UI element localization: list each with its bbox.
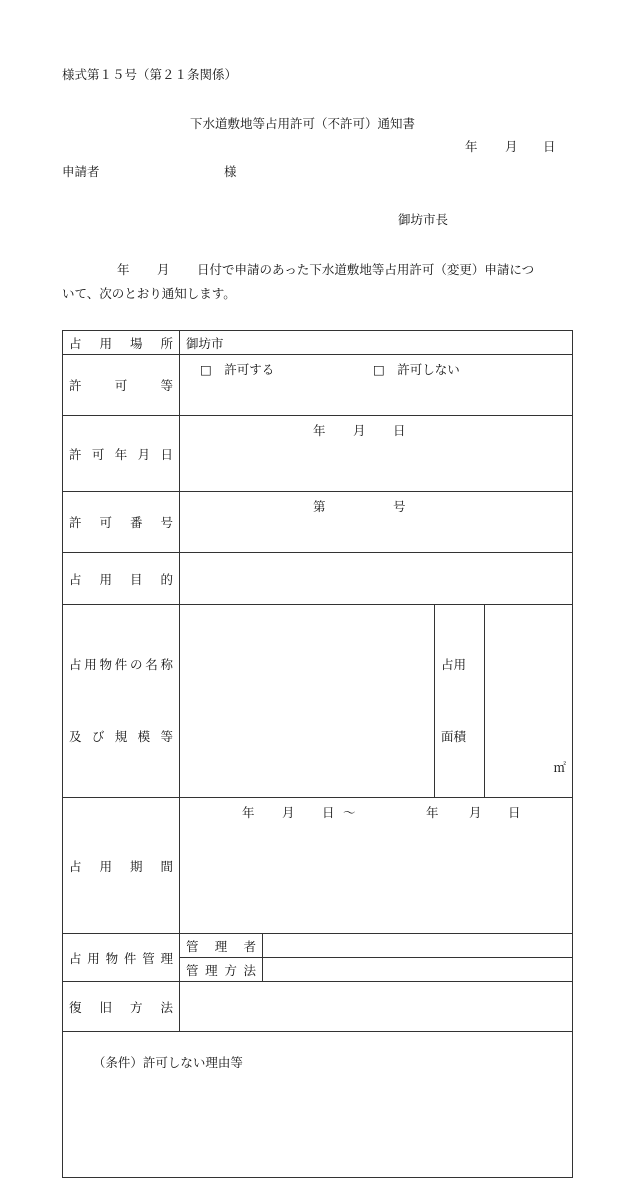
date-day: 日 [543, 139, 556, 154]
date-year: 年 [465, 139, 478, 154]
manager-label: 管 理 者 [180, 934, 263, 958]
permit-number-label: 許 可 番 号 [63, 492, 180, 553]
body-line2: いて、次のとおり通知します。 [62, 286, 236, 301]
permit-options [180, 355, 573, 416]
area-label: 占用 面積 [435, 605, 485, 798]
place-value: 御坊市 [180, 331, 573, 355]
period-month2: 月 [469, 805, 482, 820]
period-label: 占 用 期 間 [63, 798, 180, 934]
period-year2: 年 [426, 805, 439, 820]
period-value [180, 798, 573, 934]
permit-number-suffix: 号 [393, 499, 406, 514]
restoration-label: 復 旧 方 法 [63, 982, 180, 1032]
row-permit [63, 355, 573, 416]
period-day2: 日 [508, 805, 521, 820]
applicant-honorific: 様 [224, 164, 237, 179]
permit-number-value [180, 492, 573, 553]
method-label: 管理方法 [180, 958, 263, 982]
area-unit: ㎡ [553, 760, 567, 775]
permit-date-day: 日 [393, 423, 406, 438]
permit-table [62, 330, 573, 1178]
row-restoration [63, 982, 573, 1032]
manager-value[interactable] [263, 934, 573, 958]
row-conditions [63, 1032, 573, 1178]
restoration-value[interactable] [180, 982, 573, 1032]
conditions-label: （条件）許可しない理由等 [92, 1055, 243, 1070]
permit-yes-checkbox[interactable]: □ 許可する [200, 362, 275, 377]
document-title: 下水道敷地等占用許可（不許可）通知書 [190, 116, 416, 131]
row-manager [63, 934, 573, 958]
permit-date-value [180, 416, 573, 492]
row-purpose [63, 553, 573, 605]
period-month1: 月 [282, 805, 295, 820]
row-place [63, 331, 573, 355]
area-value[interactable] [485, 605, 573, 798]
applicant-label: 申請者 [62, 164, 100, 179]
permit-no-checkbox[interactable]: □ 許可しない [373, 362, 460, 377]
conditions-cell[interactable] [63, 1032, 573, 1178]
period-tilde: 〜 [343, 805, 356, 820]
body-month: 月 [157, 262, 170, 277]
row-period [63, 798, 573, 934]
body-line1-rest: 日付で申請のあった下水道敷地等占用許可（変更）申請につ [197, 262, 535, 277]
permit-date-year: 年 [313, 423, 326, 438]
permit-date-label: 許可年月日 [63, 416, 180, 492]
form-number: 様式第１５号（第２１条関係） [62, 67, 238, 82]
management-label: 占用物件管理 [63, 934, 180, 982]
row-object [63, 605, 573, 798]
object-value[interactable] [180, 605, 435, 798]
permit-label: 許 可 等 [63, 355, 180, 416]
purpose-label: 占 用 目 的 [63, 553, 180, 605]
method-value[interactable] [263, 958, 573, 982]
row-permit-date [63, 416, 573, 492]
place-label: 占 用 場 所 [63, 331, 180, 355]
body-year: 年 [117, 262, 130, 277]
object-label: 占用物件の名称 及 び 規 模 等 [63, 605, 180, 798]
period-day1: 日 [322, 805, 335, 820]
permit-date-month: 月 [353, 423, 366, 438]
date-month: 月 [505, 139, 518, 154]
row-permit-number [63, 492, 573, 553]
issuer-name: 御坊市長 [398, 212, 449, 227]
purpose-value[interactable] [180, 553, 573, 605]
permit-number-prefix: 第 [313, 499, 326, 514]
period-year1: 年 [242, 805, 255, 820]
